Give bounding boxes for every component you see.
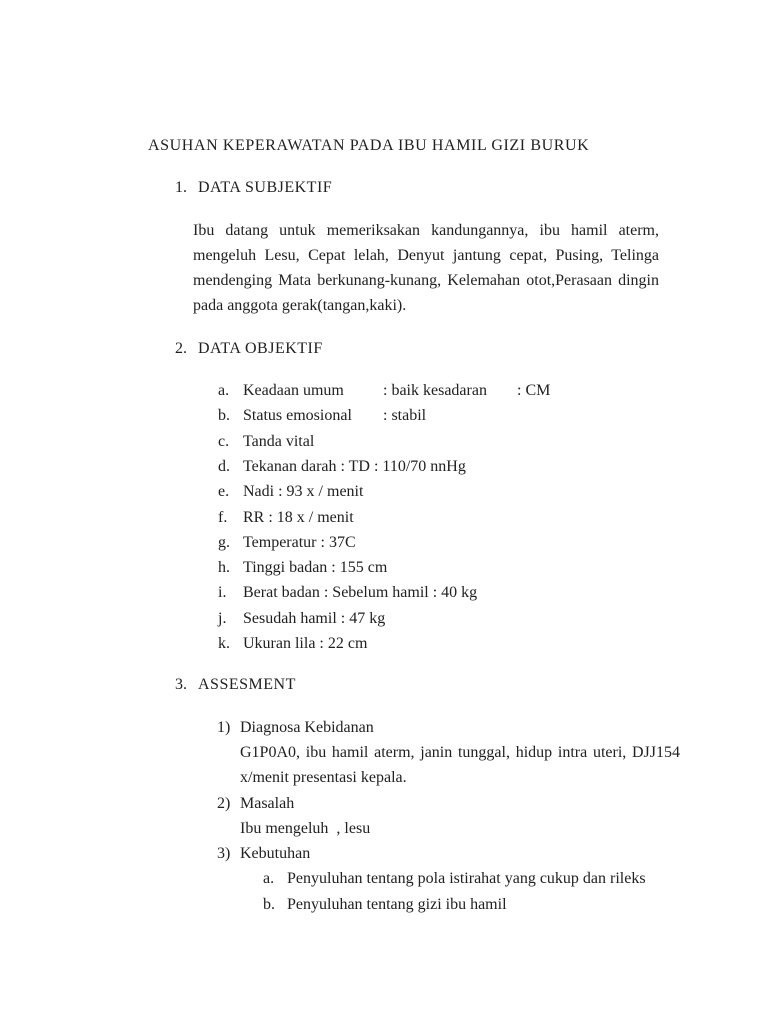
section-1-heading [175,175,768,200]
list-text: Temperatur : 37C [243,533,356,551]
list-item-rr [218,505,768,530]
list-marker: a. [218,382,230,400]
item-body: G1P0A0, ibu hamil aterm, janin tunggal, hidup intra uteri, DJJ154 x/menit presentasi kepala. [240,743,680,787]
letter-marker: b. [263,895,275,913]
item-marker: 3) [217,845,231,863]
item-body: Ibu mengeluh , lesu [240,819,371,837]
list-marker: b. [218,407,230,425]
letter-text: Penyuluhan tentang gizi ibu hamil [287,895,507,913]
list-text: Ukuran lila : 22 cm [243,635,368,653]
section-3-heading [175,672,768,697]
list-marker: f. [218,508,228,526]
item-title: Masalah [240,794,295,812]
list-item-keadaan-umum [218,378,768,403]
assessment-list [0,715,768,917]
list-item-tanda-vital [218,429,768,454]
list-marker: k. [218,635,230,653]
list-item-sesudah-hamil [218,606,768,631]
list-marker: g. [218,533,230,551]
list-item-nadi [218,479,768,504]
list-text: Tekanan darah : TD : 110/70 nnHg [243,457,466,475]
item-content [240,841,768,917]
list-item-tekanan-darah [218,454,768,479]
list-label: Keadaan umum [243,382,344,400]
subjective-paragraph: Ibu datang untuk memeriksakan kandungannya, ibu hamil aterm, mengeluh Lesu, Cepat lelah, Denyut jantung cepat, Pusing, Telinga mendenging Mata berkunang-kunang, Kelemahan otot,Perasaan dingin pada anggota gerak(tangan,kaki). [193,221,659,315]
list-item-ukuran-lila [218,631,768,656]
kebutuhan-item [263,866,768,891]
list-item-berat-badan [218,580,768,605]
assessment-item-kebutuhan [217,841,768,917]
section-1-title: DATA SUBJEKTIF [198,179,333,197]
list-text: Tinggi badan : 155 cm [243,559,388,577]
section-2-number: 2. [175,339,187,357]
section-3-title: ASSESMENT [198,676,296,694]
letter-marker: a. [263,870,275,888]
document-title: ASUHAN KEPERAWATAN PADA IBU HAMIL GIZI BURUK [148,137,590,154]
list-label: Status emosional [243,407,352,425]
item-title: Diagnosa Kebidanan [240,718,374,736]
list-text: Nadi : 93 x / menit [243,483,364,501]
item-marker: 2) [217,794,231,812]
assessment-item-masalah [217,791,768,842]
list-item-status-emosional [218,403,768,428]
list-marker: e. [218,483,230,501]
list-marker: d. [218,457,230,475]
list-marker: i. [218,584,227,602]
objective-list [0,378,768,656]
list-value: : stabil [383,407,427,425]
list-marker: j. [218,609,227,627]
item-content [240,791,768,842]
section-2-title: DATA OBJEKTIF [198,339,323,357]
item-marker: 1) [217,718,231,736]
list-text: RR : 18 x / menit [243,508,354,526]
section-3-number: 3. [175,676,187,694]
list-text: Tanda vital [243,432,315,450]
kebutuhan-item [263,892,768,917]
list-value-2: : CM [517,382,551,400]
item-content [240,715,768,791]
list-item-temperatur [218,530,768,555]
assessment-item-diagnosa [217,715,768,791]
list-item-tinggi-badan [218,555,768,580]
list-value: : baik kesadaran [383,382,487,400]
section-1-number: 1. [175,179,187,197]
list-text: Sesudah hamil : 47 kg [243,609,386,627]
letter-text: Penyuluhan tentang pola istirahat yang cukup dan rileks [287,870,646,888]
item-title: Kebutuhan [240,845,311,863]
list-marker: h. [218,559,230,577]
list-text: Berat badan : Sebelum hamil : 40 kg [243,584,478,602]
section-2-heading [175,336,768,361]
list-marker: c. [218,432,230,450]
